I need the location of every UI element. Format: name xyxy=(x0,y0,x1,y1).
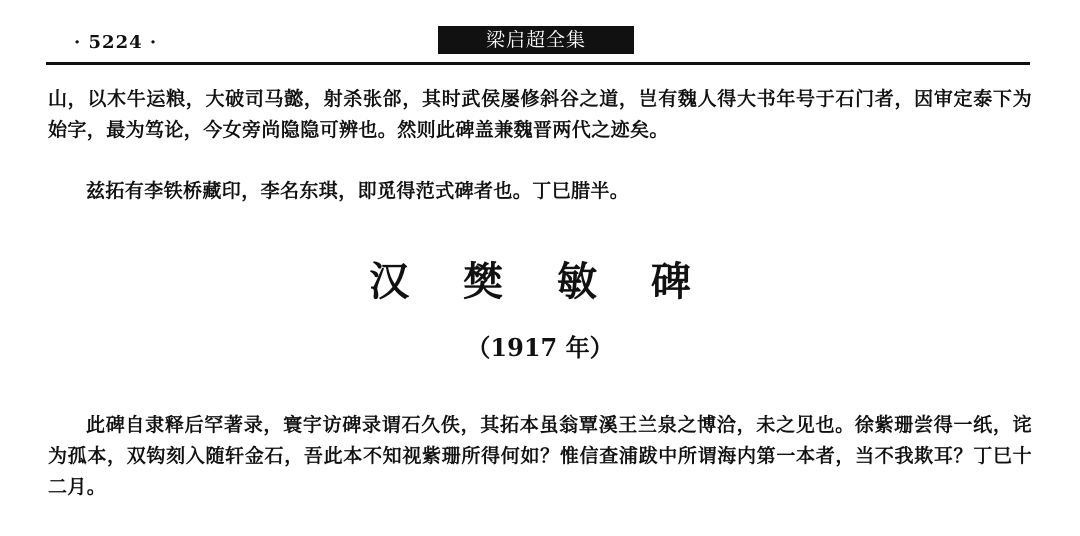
page-number: · 5224 · xyxy=(74,32,158,53)
paragraph-colophon: 兹拓有李铁桥藏印，李名东琪，即觅得范式碑者也。丁巳腊半。 xyxy=(86,180,630,202)
header-divider xyxy=(46,62,1030,65)
section-year: （1917 年） xyxy=(466,333,614,362)
section-title: 汉 樊 敏 碑 xyxy=(369,258,711,305)
book-title-banner: 梁启超全集 xyxy=(438,26,634,54)
paragraph-body: 此碑自隶释后罕著录，寰宇访碑录谓石久佚，其拓本虽翁覃溪王兰泉之博洽，未之见也。徐紫珊尝得一纸，诧为孤本，双钩刻入随轩金石，吾此本不知视紫珊所得何如？惟信查浦跋中所谓海内第一本者，当不我欺耳？丁巳十二月。 xyxy=(48,414,1032,498)
paragraph-continuation: 山，以木牛运粮，大破司马懿，射杀张郃，其时武侯屡修斜谷之道，岂有魏人得大书年号于石门者，因审定泰下为始字，最为笃论，今女旁尚隐隐可辨也。然则此碑盖兼魏晋两代之迹矣。 xyxy=(48,88,1032,141)
